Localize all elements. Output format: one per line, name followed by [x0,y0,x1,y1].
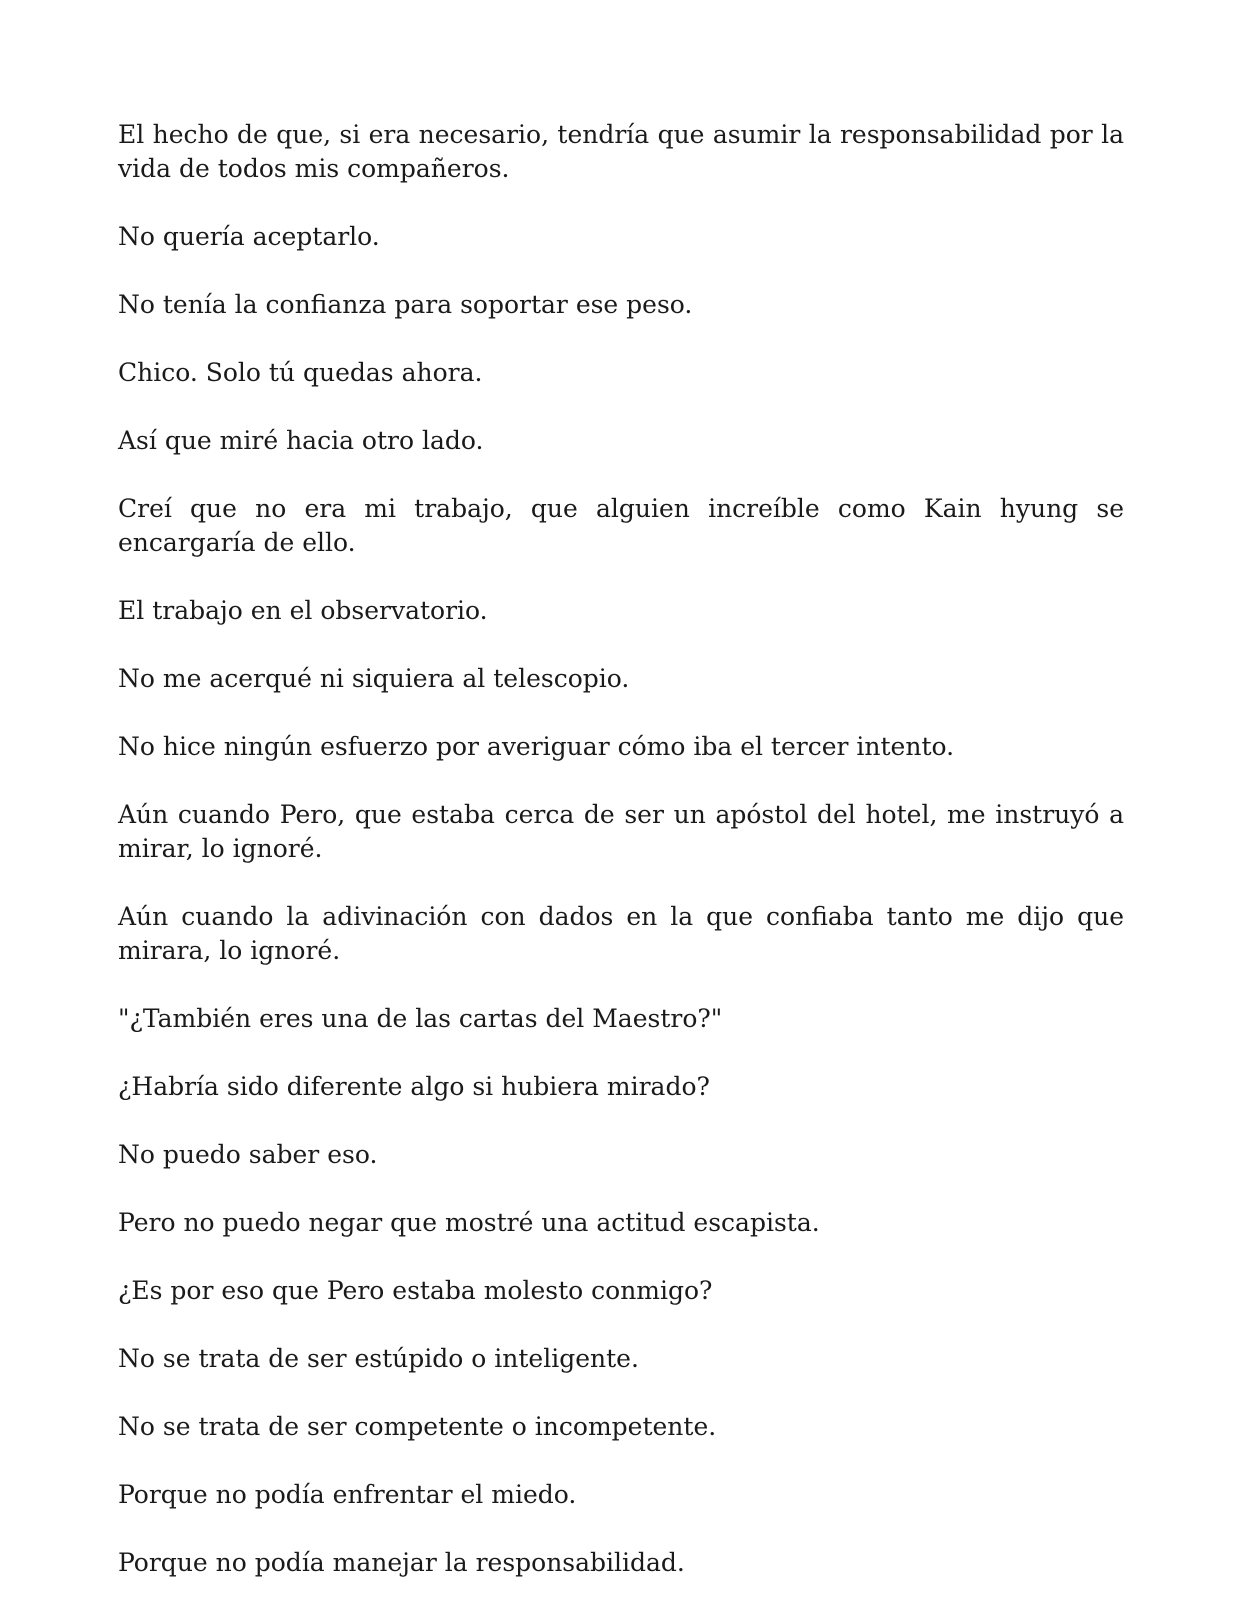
paragraph: No tenía la confianza para soportar ese peso. [118,290,693,319]
paragraph: Pero no puedo negar que mostré una actitud escapista. [118,1208,820,1237]
paragraph: No se trata de ser competente o incompetente. [118,1412,717,1441]
paragraph: No me acerqué ni siquiera al telescopio. [118,664,630,693]
paragraph: ¿Habría sido diferente algo si hubiera mirado? [118,1072,710,1101]
paragraph: No quería aceptarlo. [118,222,380,251]
paragraph: Porque no podía manejar la responsabilidad. [118,1548,685,1577]
paragraph: El trabajo en el observatorio. [118,596,488,625]
paragraph: "¿También eres una de las cartas del Maestro?" [118,1004,723,1033]
paragraph: Aún cuando la adivinación con dados en la que confiaba tanto me dijo que mirara, lo ignoré. [118,902,1124,965]
paragraph: ¿Es por eso que Pero estaba molesto conmigo? [118,1276,713,1305]
paragraph: No puedo saber eso. [118,1140,378,1169]
document-body [118,118,1124,1580]
paragraph: Aún cuando Pero, que estaba cerca de ser un apóstol del hotel, me instruyó a mirar, lo ignoré. [118,800,1124,863]
paragraph: El hecho de que, si era necesario, tendría que asumir la responsabilidad por la vida de todos mis compañeros. [118,120,1124,183]
paragraph: No hice ningún esfuerzo por averiguar cómo iba el tercer intento. [118,732,955,761]
paragraph: No se trata de ser estúpido o inteligente. [118,1344,639,1373]
paragraph: Así que miré hacia otro lado. [118,426,484,455]
paragraph: Chico. Solo tú quedas ahora. [118,358,483,387]
paragraph: Porque no podía enfrentar el miedo. [118,1480,577,1509]
paragraph: Creí que no era mi trabajo, que alguien increíble como Kain hyung se encargaría de ello. [118,494,1124,557]
